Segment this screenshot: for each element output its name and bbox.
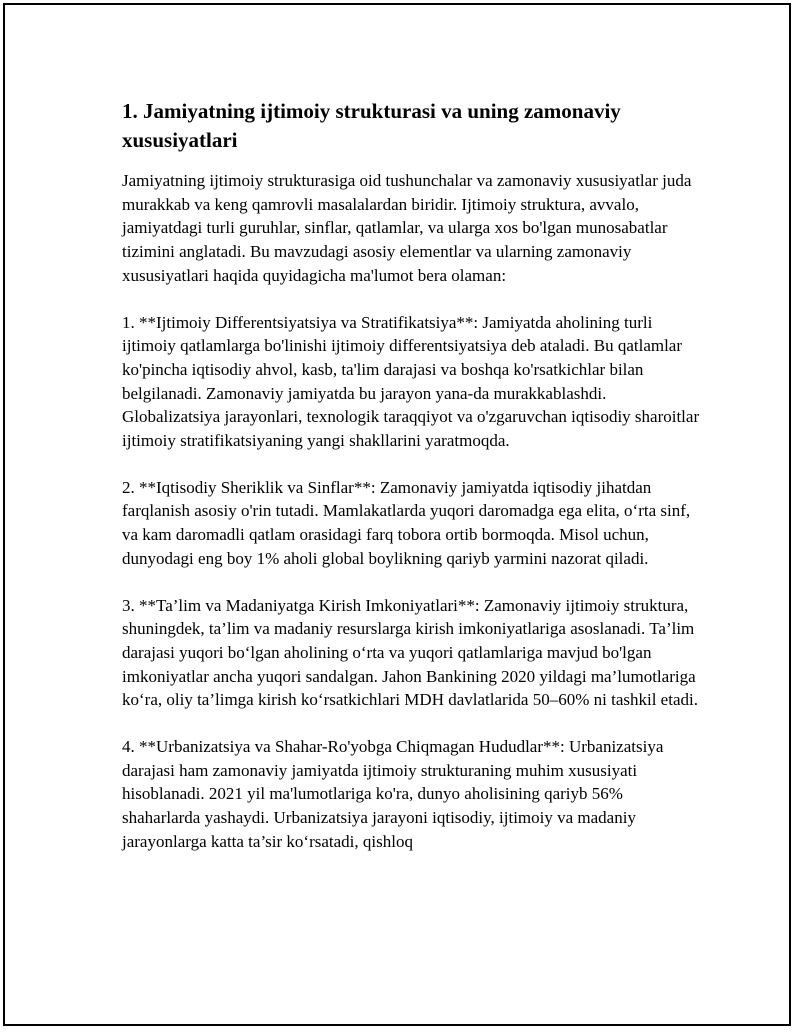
paragraph-item-3: 3. **Ta’lim va Madaniyatga Kirish Imkoniyatlari**: Zamonaviy ijtimoiy struktura, shuningdek, ta’lim va madaniy resurslarga kirish imkoniyatlariga asoslanadi. Ta’lim darajasi yuqori bo‘lgan aholining o‘rta va yuqori qatlamlariga mavjud bo'lgan imkoniyatlar ancha yuqori sandalgan. Jahon Bankining 2020 yildagi ma’lumotlariga ko‘ra, oliy ta’limga kirish ko‘rsatkichlari MDH davlatlarida 50–60% ni tashkil etadi. [122,595,698,710]
page-frame [3,3,791,1026]
document-title: 1. Jamiyatning ijtimoiy strukturasi va uning zamonaviy xususiyatlari [122,99,621,152]
paragraph-item-2: 2. **Iqtisodiy Sheriklik va Sinflar**: Zamonaviy jamiyatda iqtisodiy jihatdan farqlanish asosiy o'rin tutadi. Mamlakatlarda yuqori daromadga ega elita, o‘rta sinf, va kam daromadli qatlam orasidagi farq tobora ortib bormoqda. Misol uchun, dunyodagi eng boy 1% aholi global boylikning qariyb yarmini nazorat qiladi. [122,477,691,568]
paragraph-item-1: 1. **Ijtimoiy Differentsiyatsiya va Stratifikatsiya**: Jamiyatda aholining turli ijtimoiy qatlamlarga bo'linishi ijtimoiy differentsiyatsiya deb ataladi. Bu qatlamlar ko'pincha iqtisodiy ahvol, kasb, ta'lim darajasi va boshqa ko'rsatkichlar bilan belgilanadi. Zamonaviy jamiyatda bu jarayon yana-da murakkablashdi. Globalizatsiya jarayonlari, texnologik taraqqiyot va o'zgaruvchan iqtisodiy sharoitlar ijtimoiy stratifikatsiyaning yangi shakllarini yaratmoqda. [122,312,700,451]
paragraph-item-4: 4. **Urbanizatsiya va Shahar-Ro'yobga Chiqmagan Hududlar**: Urbanizatsiya darajasi ham zamonaviy jamiyatda ijtimoiy strukturaning muhim xususiyati hisoblanadi. 2021 yil ma'lumotlariga ko'ra, dunyo aholisining qariyb 56% shaharlarda yashaydi. Urbanizatsiya jarayoni iqtisodiy, ijtimoiy va madaniy jarayonlarga katta ta’sir ko‘rsatadi, qishloq [122,737,664,851]
document-body [122,97,702,854]
paragraph-intro: Jamiyatning ijtimoiy strukturasiga oid tushunchalar va zamonaviy xususiyatlar juda murakkab va keng qamrovli masalalardan biridir. Ijtimoiy struktura, avvalo, jamiyatdagi turli guruhlar, sinflar, qatlamlar, va ularga xos bo'lgan munosabatlar tizimini anglatadi. Bu mavzudagi asosiy elementlar va ularning zamonaviy xususiyatlari haqida quyidagicha ma'lumot bera olaman: [122,171,692,285]
